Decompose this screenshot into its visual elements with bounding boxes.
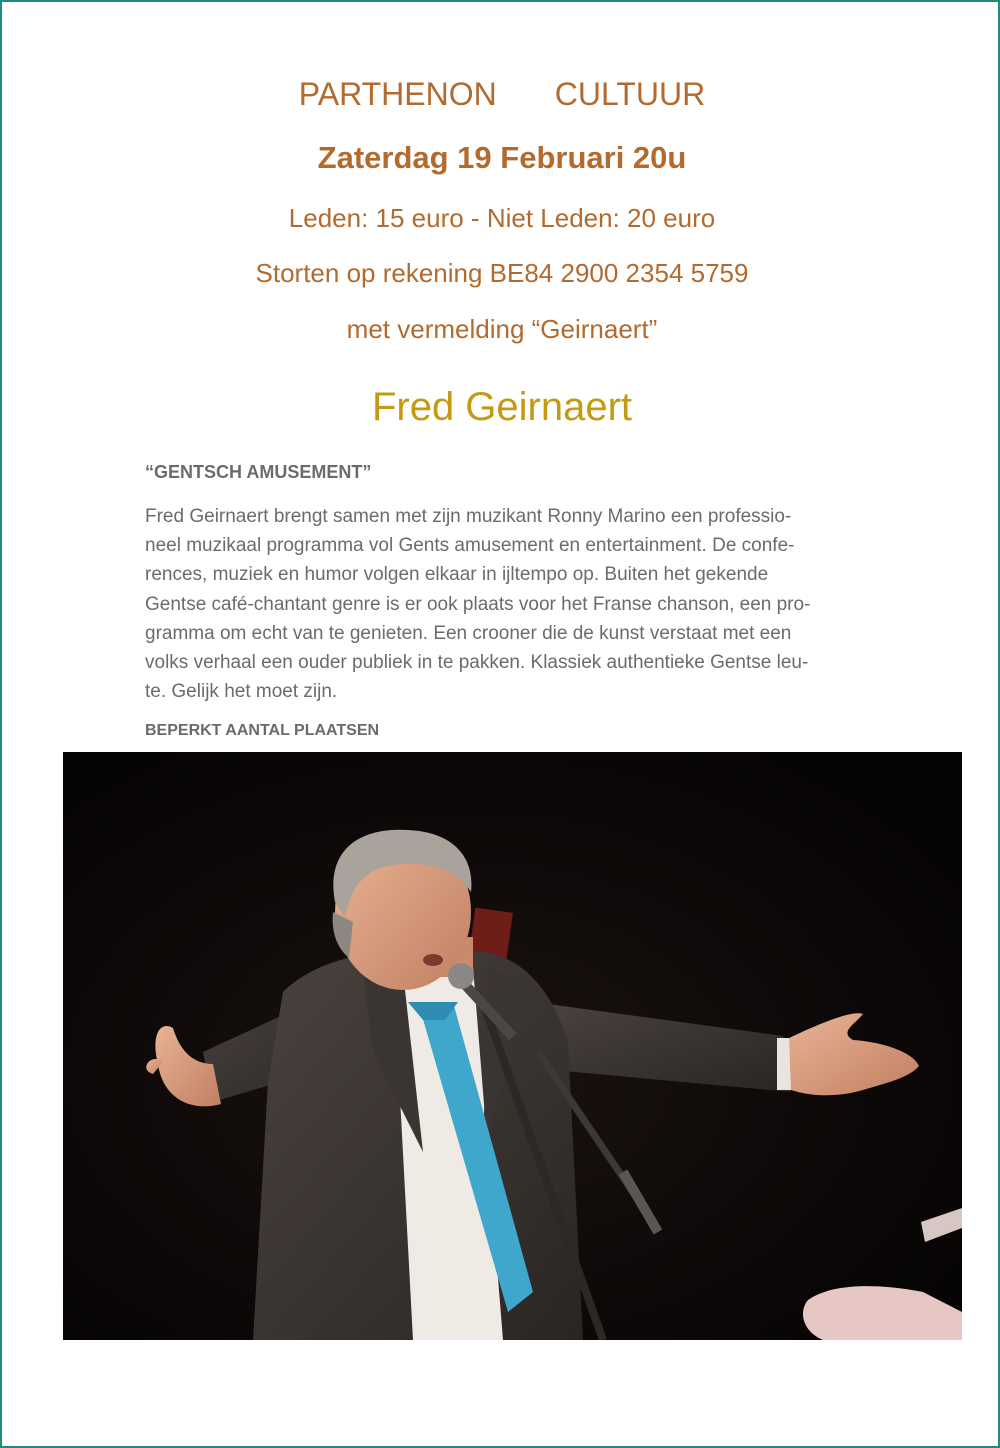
description-line: gramma om echt van te genieten. Een crooner die de kunst verstaat met een (145, 622, 792, 644)
organization-name-right: CULTUUR (554, 76, 706, 112)
description-line: Fred Geirnaert brengt samen met zijn muzikant Ronny Marino een professio- (145, 506, 792, 527)
performer-photo (63, 752, 962, 1340)
organization-name-left: PARTHENON (298, 76, 497, 112)
show-description (145, 502, 907, 706)
event-date: Zaterdag 19 Februari 20u (317, 140, 687, 175)
show-subtitle: “GENTSCH AMUSEMENT” (145, 462, 372, 482)
description-line: rences, muziek en humor volgen elkaar in ijltempo op. Buiten het gekende (145, 564, 769, 586)
organization-title (2, 76, 1000, 113)
description-line: volks verhaal een ouder publiek in te pakken. Klassiek authentieke Gentse leu- (145, 652, 809, 674)
description-line: te. Gelijk het moet zijn. (145, 681, 338, 703)
performer-name: Fred Geirnaert (371, 385, 633, 429)
payment-mention: met vermelding “Geirnaert” (346, 314, 658, 344)
bank-account: Storten op rekening BE84 2900 2354 5759 (255, 258, 749, 288)
ticket-prices: Leden: 15 euro - Niet Leden: 20 euro (288, 203, 716, 233)
description-line: neel muzikaal programma vol Gents amusement en entertainment. De confe- (145, 535, 795, 557)
description-line: Gentse café-chantant genre is er ook plaats voor het Franse chanson, een pro- (145, 593, 811, 615)
limited-seats-notice: BEPERKT AANTAL PLAATSEN (145, 722, 380, 739)
